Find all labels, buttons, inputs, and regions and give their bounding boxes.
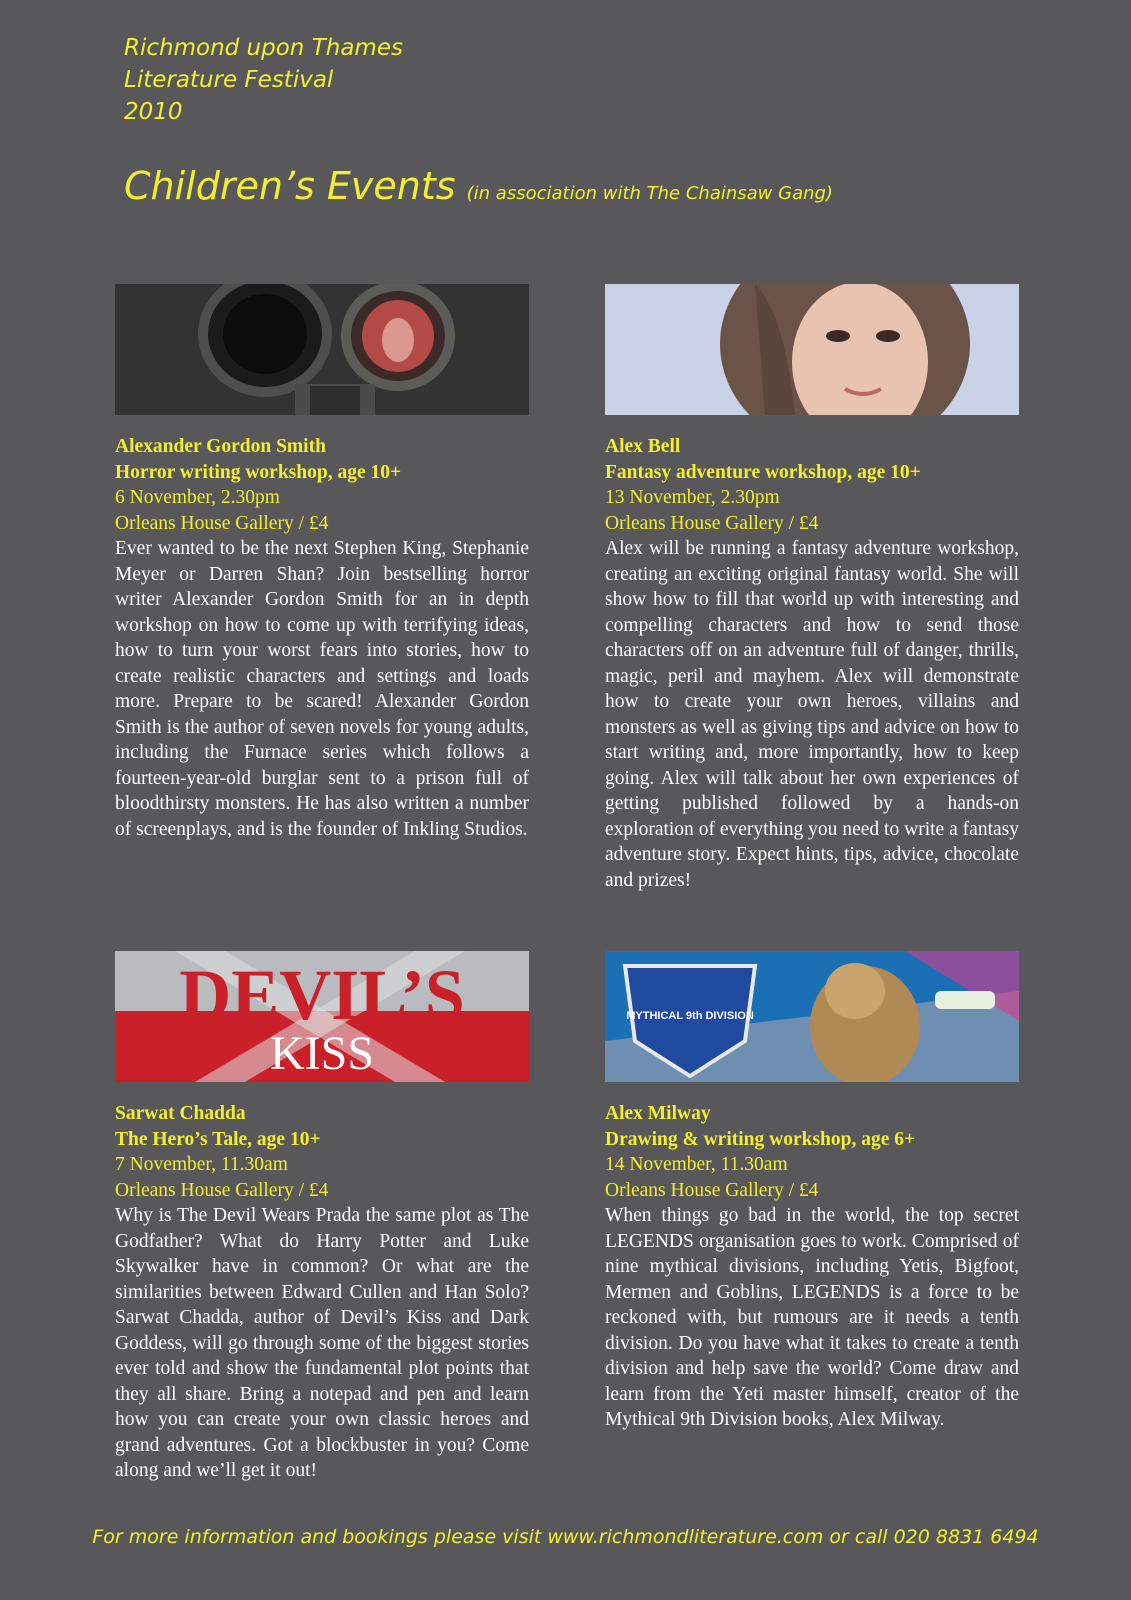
author-name: Alexander Gordon Smith	[115, 436, 326, 457]
event-date: 6 November, 2.30pm	[115, 487, 280, 508]
event-description: Ever wanted to be the next Stephen King, Stephanie Meyer or Darren Shan? Join bestselling horror writer Alexander Gordon Smith for an in depth workshop on how to come up with terrifying ideas, how to turn your worst fears into stories, how to create realistic characters and settings and loads more. Prepare to be scared! Alexander Gordon Smith is the author of seven novels for young adults, including the Furnace series which follows a fourteen-year-old burglar sent to a prison full of bloodthirsty monsters. He has also written a number of screenplays, and is the founder of Inkling Studios.	[115, 538, 529, 840]
event-title: The Hero’s Tale, age 10+	[115, 1128, 321, 1150]
event-title: Horror writing workshop, age 10+	[115, 461, 402, 483]
event-date: 7 November, 11.30am	[115, 1154, 288, 1175]
event-card-sarwat-chadda	[115, 951, 529, 1484]
event-venue-price: Orleans House Gallery / £4	[115, 1179, 329, 1201]
author-name: Sarwat Chadda	[115, 1103, 246, 1124]
gas-mask-banner-image	[115, 284, 529, 415]
festival-name-line2: Literature Festival	[124, 67, 334, 93]
event-venue-price: Orleans House Gallery / £4	[605, 1179, 819, 1201]
author-name: Alex Bell	[605, 436, 681, 457]
page-subtitle: (in association with The Chainsaw Gang)	[466, 183, 833, 204]
banner-division-text: MYTHICAL 9th DIVISION	[626, 1010, 754, 1022]
banner-title-line2: KISS	[269, 1027, 375, 1080]
event-info	[115, 434, 529, 536]
author-portrait-image	[605, 284, 1019, 415]
event-date: 13 November, 2.30pm	[605, 487, 780, 508]
mythical-9th-division-banner-image	[605, 951, 1019, 1082]
event-card-alex-bell	[605, 284, 1019, 893]
event-card-alexander-gordon-smith	[115, 284, 529, 842]
event-venue-price: Orleans House Gallery / £4	[115, 512, 329, 534]
festival-year: 2010	[124, 99, 183, 125]
event-title: Fantasy adventure workshop, age 10+	[605, 461, 921, 483]
author-name: Alex Milway	[605, 1103, 711, 1124]
event-description: Alex will be running a fantasy adventure workshop, creating an exciting original fantasy world. She will show how to fill that world up with interesting and compelling characters and how to send those characters off on an adventure full of danger, thrills, magic, peril and mayhem. Alex will demonstrate how to create your own heroes, villains and monsters as well as giving tips and advice on how to start writing and, more importantly, how to keep going. Alex will talk about her own experiences of getting published followed by a hands-on exploration of everything you need to write a fantasy adventure story. Expect hints, tips, advice, chocolate and prizes!	[605, 538, 1019, 891]
event-info	[605, 434, 1019, 536]
banner-title-line1: DEVIL’S	[179, 955, 465, 1035]
event-card-alex-milway	[605, 951, 1019, 1433]
event-info	[605, 1101, 1019, 1203]
event-title: Drawing & writing workshop, age 6+	[605, 1128, 916, 1150]
footer-contact-info: For more information and bookings please visit www.richmondliterature.com or call 020 8831 6494	[92, 1526, 1039, 1548]
festival-title	[124, 32, 403, 128]
page-title: Children’s Events	[124, 164, 456, 208]
event-info	[115, 1101, 529, 1203]
event-date: 14 November, 11.30am	[605, 1154, 788, 1175]
event-venue-price: Orleans House Gallery / £4	[605, 512, 819, 534]
event-description: When things go bad in the world, the top secret LEGENDS organisation goes to work. Comprised of nine mythical divisions, including Yetis, Bigfoot, Mermen and Goblins, LEGENDS is a force to be reckoned with, but rumours are it needs a tenth division. Do you have what it takes to create a tenth division and help save the world? Come draw and learn from the Yeti master himself, creator of the Mythical 9th Division books, Alex Milway.	[605, 1205, 1019, 1430]
event-description: Why is The Devil Wears Prada the same plot as The Godfather? What do Harry Potter and Luke Skywalker have in common? Or what are the similarities between Edward Cullen and Han Solo? Sarwat Chadda, author of Devil’s Kiss and Dark Goddess, will go through some of the biggest stories ever told and show the fundamental plot points that they all share. Bring a notepad and pen and learn how you can create your own classic heroes and grand adventures. Got a blockbuster in you? Come along and we’ll get it out!	[115, 1205, 529, 1481]
festival-name-line1: Richmond upon Thames	[124, 35, 403, 61]
devils-kiss-banner-image	[115, 951, 529, 1082]
page-heading	[124, 164, 833, 208]
